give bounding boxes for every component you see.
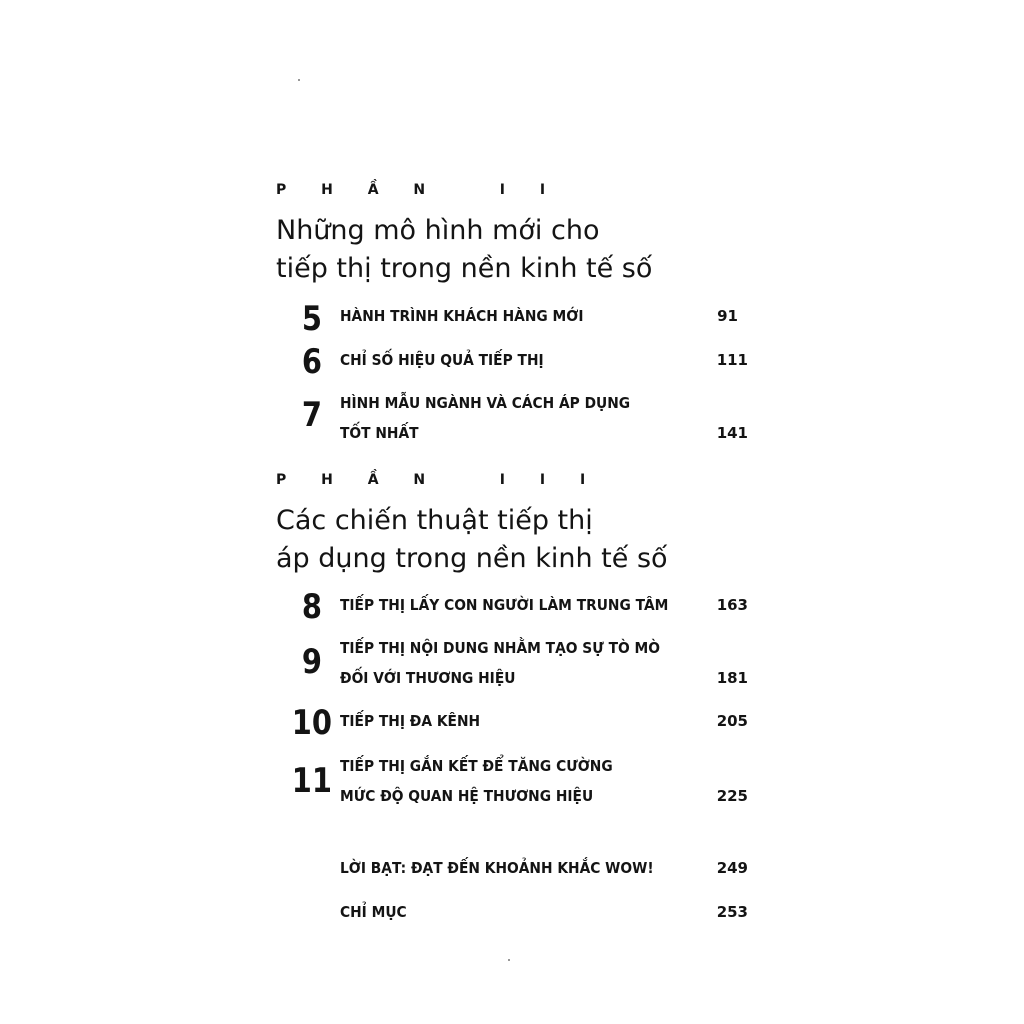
chapter-title [340,751,613,811]
back-matter-title [340,897,407,927]
chapter-page: 91 [717,307,738,325]
chapter-title [340,345,544,375]
chapter-title-line: TIẾP THỊ ĐA KÊNH [340,712,481,730]
chapter-number: 7 [301,395,322,435]
chapter-title [340,706,480,736]
chapter-title [340,590,668,620]
part-iii-title [276,502,668,578]
chapter-title [340,388,630,448]
chapter-page: 181 [716,669,748,687]
chapter-title-line: ĐỐI VỚI THƯƠNG HIỆU [340,669,516,687]
chapter-title-line: MỨC ĐỘ QUAN HỆ THƯƠNG HIỆU [340,787,594,805]
chapter-title-line: CHỈ SỐ HIỆU QUẢ TIẾP THỊ [340,351,544,369]
part-ii-title-line-1: Những mô hình mới cho [276,215,600,246]
part-ii-label: P H Ầ N I I [276,182,561,198]
chapter-number: 5 [301,299,322,339]
back-matter-page: 253 [716,903,748,921]
chapter-title-line: TỐT NHẤT [340,424,419,442]
chapter-number: 9 [301,642,322,682]
chapter-page: 163 [716,596,748,614]
chapter-title [340,633,660,693]
chapter-page: 225 [716,787,748,805]
part-iii-title-line-2: áp dụng trong nền kinh tế số [276,543,668,574]
chapter-title-line: TIẾP THỊ LẤY CON NGƯỜI LÀM TRUNG TÂM [340,596,669,614]
chapter-title-line: TIẾP THỊ NỘI DUNG NHẰM TẠO SỰ TÒ MÒ [340,639,660,657]
back-matter-title [340,853,654,883]
chapter-title-line: HÀNH TRÌNH KHÁCH HÀNG MỚI [340,307,584,325]
chapter-number: 11 [291,761,332,801]
part-ii-title-line-2: tiếp thị trong nền kinh tế số [276,253,653,284]
chapter-number: 10 [291,703,332,743]
chapter-page: 111 [716,351,748,369]
chapter-page: 141 [716,424,748,442]
chapter-title-line: TIẾP THỊ GẮN KẾT ĐỂ TĂNG CƯỜNG [340,757,613,775]
back-matter-page: 249 [716,859,748,877]
chapter-page: 205 [716,712,748,730]
scan-speck [508,959,510,961]
chapter-title-line: HÌNH MẪU NGÀNH VÀ CÁCH ÁP DỤNG [340,394,631,412]
chapter-number: 6 [301,342,322,382]
part-ii-title [276,212,652,288]
part-iii-label: P H Ầ N I I I [276,472,601,488]
back-matter-title-line: LỜI BẠT: ĐẠT ĐẾN KHOẢNH KHẮC WOW! [340,859,654,877]
chapter-number: 8 [301,587,322,627]
part-iii-title-line-1: Các chiến thuật tiếp thị [276,505,593,536]
chapter-title [340,301,583,331]
back-matter-title-line: CHỈ MỤC [340,903,407,921]
scan-speck [298,79,300,81]
